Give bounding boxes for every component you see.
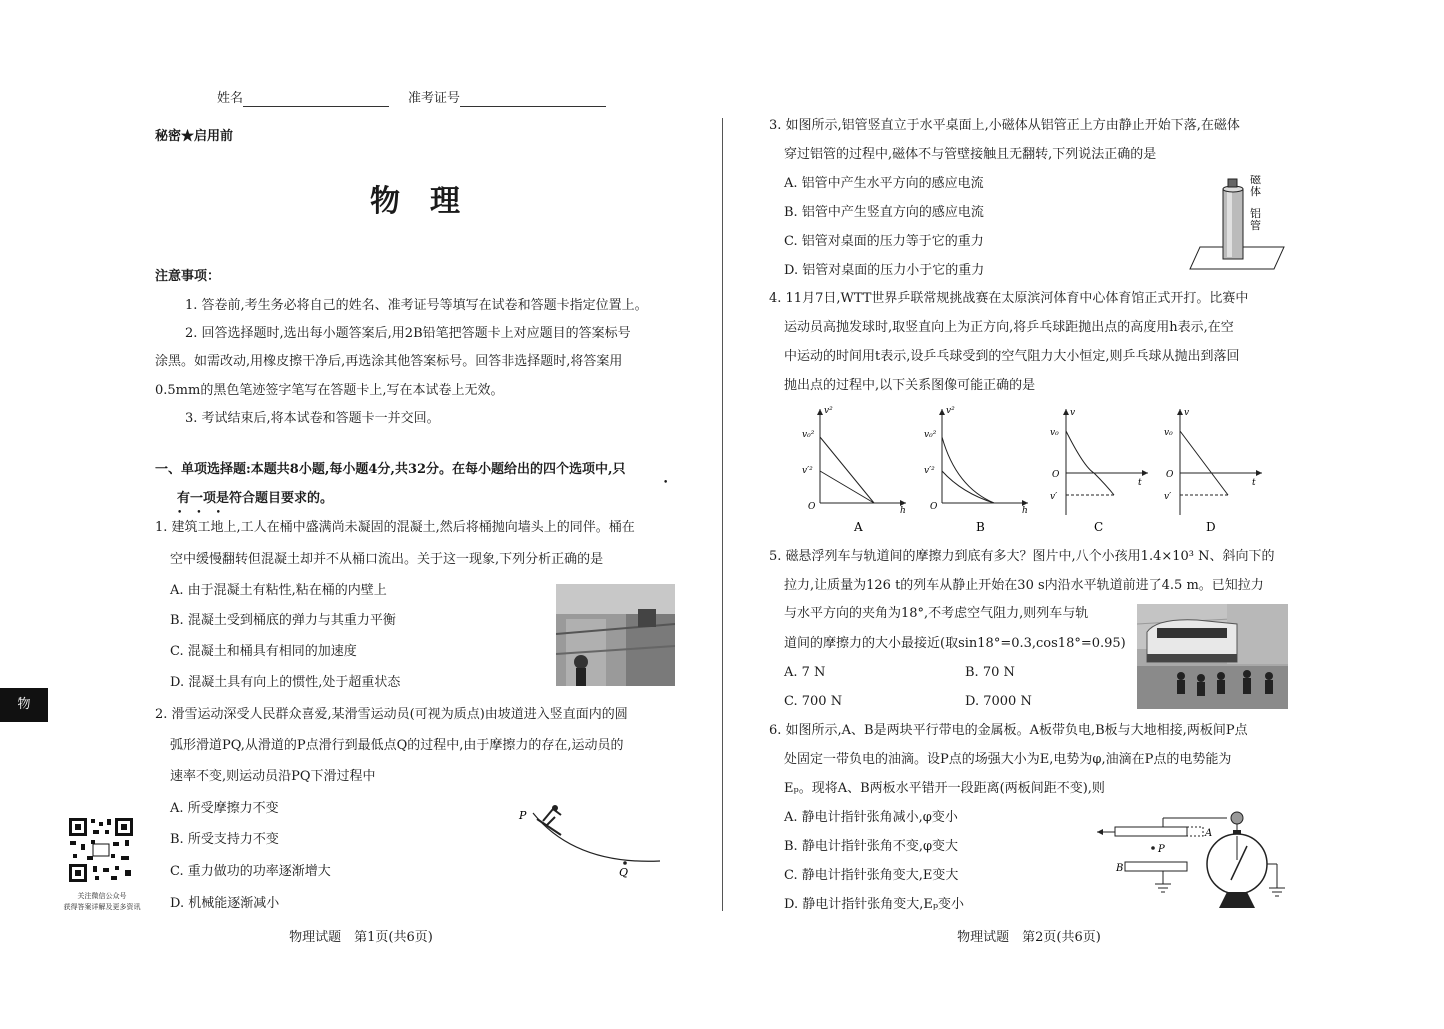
q6-stem-1: 6. 如图所示,A、B是两块平行带电的金属板。A板带负电,B板与大地相接,两板间P点 bbox=[769, 723, 1248, 738]
q3-stem-1: 3. 如图所示,铝管竖直立于水平桌面上,小磁体从铝管正上方由静止开始下落,在磁体 bbox=[769, 118, 1240, 133]
q4b-tick-vp: v′² bbox=[924, 466, 935, 476]
q4d-x-label: t bbox=[1252, 478, 1256, 488]
q2-option-b: B. 所受支持力不变 bbox=[170, 832, 279, 847]
q2-stem-2: 弧形滑道PQ,从滑道的P点滑行到最低点Q的过程中,由于摩擦力的存在,运动员的 bbox=[170, 738, 624, 753]
q4d-tick-v0: v₀ bbox=[1164, 428, 1173, 438]
q4-stem-2: 运动员高抛发球时,取竖直向上为正方向,将乒乓球距抛出点的高度用h表示,在空 bbox=[784, 320, 1234, 335]
q2-stem-3: 速率不变,则运动员沿PQ下滑过程中 bbox=[170, 769, 376, 784]
page-title: 物 理 bbox=[370, 184, 460, 219]
q4-stem-3: 中运动的时间用t表示,设乒乓球受到的空气阻力大小恒定,则乒乓球从抛出到落回 bbox=[784, 349, 1240, 364]
q4c-tick-v0: v₀ bbox=[1050, 428, 1059, 438]
q3-label-magnet-1: 磁 bbox=[1250, 175, 1261, 186]
q3-option-d: D. 铝管对桌面的压力小于它的重力 bbox=[784, 263, 985, 278]
emphasis-dots: ••• bbox=[177, 508, 235, 518]
notice-item-3: 3. 考试结束后,将本试卷和答题卡一并交回。 bbox=[185, 411, 440, 426]
q5-option-b: B. 70 N bbox=[965, 665, 1015, 680]
q1-stem-1: 1. 建筑工地上,工人在桶中盛满尚未凝固的混凝土,然后将桶抛向墙头上的同伴。桶在 bbox=[155, 520, 635, 535]
skier-icon bbox=[537, 805, 561, 835]
q4d-caption: D bbox=[1206, 520, 1216, 534]
qr-code bbox=[67, 816, 135, 884]
q3-label-tube-2: 管 bbox=[1250, 219, 1261, 232]
q1-option-c: C. 混凝土和桶具有相同的加速度 bbox=[170, 644, 357, 659]
q4d-y-label: v bbox=[1184, 408, 1190, 418]
q4c-y-label: v bbox=[1070, 408, 1076, 418]
q6-stem-3: Eₚ。现将A、B两板水平错开一段距离(两板间距不变),则 bbox=[784, 781, 1105, 796]
q4-graph-d bbox=[1160, 403, 1270, 543]
q3-option-a: A. 铝管中产生水平方向的感应电流 bbox=[784, 176, 984, 191]
section-heading-cont bbox=[177, 491, 333, 507]
q5-option-d: D. 7000 N bbox=[965, 694, 1032, 709]
q4-graph-a bbox=[800, 403, 910, 543]
qr-caption-line1: 关注微信公众号 bbox=[77, 892, 127, 900]
q4b-tick-v0: v₀² bbox=[924, 430, 937, 440]
q6-option-d: D. 静电计指针张角变大,Eₚ变小 bbox=[784, 897, 965, 912]
q4b-origin: O bbox=[930, 502, 938, 512]
q3-label-magnet-2: 体 bbox=[1250, 185, 1261, 198]
q1-option-d: D. 混凝土具有向上的惯性,处于超重状态 bbox=[170, 675, 401, 690]
q4a-origin: O bbox=[808, 502, 816, 512]
q1-option-b: B. 混凝土受到桶底的弹力与其重力平衡 bbox=[170, 613, 396, 628]
exam-id-field bbox=[408, 91, 606, 107]
q3-option-c: C. 铝管对桌面的压力等于它的重力 bbox=[784, 234, 984, 249]
notice-item-2-cont: 涂黑。如需改动,用橡皮擦干净后,再选涂其他答案标号。回答非选择题时,将答案用 bbox=[155, 354, 623, 369]
name-field bbox=[217, 91, 389, 107]
q4c-tick-vp: v′ bbox=[1050, 492, 1058, 502]
name-label: 姓名 bbox=[217, 91, 244, 106]
q3-option-b: B. 铝管中产生竖直方向的感应电流 bbox=[784, 205, 984, 220]
column-divider bbox=[722, 118, 723, 911]
section-heading: 一、单项选择题:本题共8小题,每小题4分,共32分。在每小题给出的四个选项中,只 bbox=[155, 462, 626, 477]
notice-item-2: 2. 回答选择题时,选出每小题答案后,用2B铅笔把答题卡上对应题目的答案标号 bbox=[185, 326, 631, 341]
q1-stem-2: 空中缓慢翻转但混凝土却并不从桶口流出。关于这一现象,下列分析正确的是 bbox=[170, 552, 604, 567]
q5-stem-2: 拉力,让质量为126 t的列车从静止开始在30 s内沿水平轨道前进了4.5 m。已知拉力 bbox=[784, 578, 1264, 593]
emphasis-dot-zhi: • bbox=[663, 478, 669, 488]
q2-stem-1: 2. 滑雪运动深受人民群众喜爱,某滑雪运动员(可视为质点)由坡道进入竖直面内的圆 bbox=[155, 707, 628, 722]
q4-stem-4: 抛出点的过程中,以下关系图像可能正确的是 bbox=[784, 378, 1036, 393]
footer-right: 物理试题 第2页(共6页) bbox=[957, 930, 1101, 945]
q6-capacitor-diagram bbox=[1095, 808, 1290, 913]
q4b-y-label: v² bbox=[946, 406, 955, 416]
q1-option-a: A. 由于混凝土有粘性,粘在桶的内壁上 bbox=[170, 583, 387, 598]
q2-label-p: P bbox=[519, 809, 527, 822]
q2-option-a: A. 所受摩擦力不变 bbox=[170, 801, 279, 816]
q1-construction-photo bbox=[556, 584, 675, 686]
q6-label-p: P bbox=[1158, 844, 1165, 855]
q4c-caption: C bbox=[1094, 520, 1104, 534]
q2-option-c: C. 重力做功的功率逐渐增大 bbox=[170, 864, 331, 879]
q6-option-b: B. 静电计指针张角不变,φ变大 bbox=[784, 839, 959, 854]
q6-label-b: B bbox=[1116, 863, 1124, 874]
q6-stem-2: 处固定一带负电的油滴。设P点的场强大小为E,电势为φ,油滴在P点的电势能为 bbox=[784, 752, 1232, 767]
q4c-x-label: t bbox=[1138, 478, 1142, 488]
q6-option-a: A. 静电计指针张角减小,φ变小 bbox=[784, 810, 958, 825]
qr-caption bbox=[60, 891, 144, 913]
notice-heading: 注意事项： bbox=[155, 269, 221, 284]
q5-stem-4: 道间的摩擦力的大小最接近(取sin18°=0.3,cos18°=0.95) bbox=[784, 636, 1126, 651]
exam-id-label: 准考证号 bbox=[408, 91, 461, 106]
q4d-tick-vp: v′ bbox=[1164, 492, 1172, 502]
name-blank bbox=[243, 92, 389, 107]
q4-graph-b bbox=[922, 403, 1032, 543]
confidential-mark: 秘密★启用前 bbox=[155, 129, 234, 144]
q4b-caption: B bbox=[976, 520, 985, 534]
q3-stem-2: 穿过铝管的过程中,磁体不与管壁接触且无翻转,下列说法正确的是 bbox=[784, 147, 1157, 162]
footer-left: 物理试题 第1页(共6页) bbox=[289, 930, 433, 945]
q5-option-a: A. 7 N bbox=[784, 665, 826, 680]
qr-caption-line2: 获得答案详解及更多资讯 bbox=[63, 903, 141, 911]
q4b-x-label: h bbox=[1022, 506, 1028, 516]
q4a-tick-vp: v′² bbox=[802, 466, 813, 476]
q3-label-tube-1: 铝 bbox=[1250, 207, 1261, 220]
notice-item-2-cont2: 0.5mm的黑色笔迹签字笔写在答题卡上,写在本试卷上无效。 bbox=[155, 383, 504, 398]
q4c-origin: O bbox=[1052, 470, 1060, 480]
section-heading-line2: 有一项是符合题目要求的。 bbox=[177, 491, 334, 506]
q4-stem-1: 4. 11月7日,WTT世界乒联常规挑战赛在太原滨河体育中心体育馆正式开打。比赛中 bbox=[769, 291, 1249, 306]
exam-id-blank bbox=[460, 92, 606, 107]
q2-label-q: Q bbox=[619, 866, 629, 879]
q3-aluminum-tube-diagram bbox=[1188, 175, 1288, 275]
q4a-x-label: h bbox=[900, 506, 906, 516]
q6-option-c: C. 静电计指针张角变大,E变大 bbox=[784, 868, 959, 883]
q5-stem-1: 5. 磁悬浮列车与轨道间的摩擦力到底有多大？图片中,八个小孩用1.4×10³ N、斜向下的 bbox=[769, 549, 1275, 564]
subject-side-tab: 物 bbox=[0, 688, 48, 722]
q5-option-c: C. 700 N bbox=[784, 694, 843, 709]
q4a-caption: A bbox=[854, 520, 863, 534]
q5-stem-3: 与水平方向的夹角为18°,不考虑空气阻力,则列车与轨 bbox=[784, 606, 1089, 621]
q4a-y-label: v² bbox=[824, 406, 833, 416]
q5-maglev-photo bbox=[1137, 604, 1288, 709]
notice-item-1: 1. 答卷前,考生务必将自己的姓名、准考证号等填写在试卷和答题卡指定位置上。 bbox=[185, 298, 648, 313]
q4a-tick-v0: v₀² bbox=[802, 430, 815, 440]
q6-label-a: A bbox=[1205, 828, 1213, 839]
q4d-origin: O bbox=[1166, 470, 1174, 480]
q4-graph-c bbox=[1046, 403, 1156, 543]
q2-slope-diagram bbox=[515, 805, 665, 880]
q2-option-d: D. 机械能逐渐减小 bbox=[170, 896, 280, 911]
